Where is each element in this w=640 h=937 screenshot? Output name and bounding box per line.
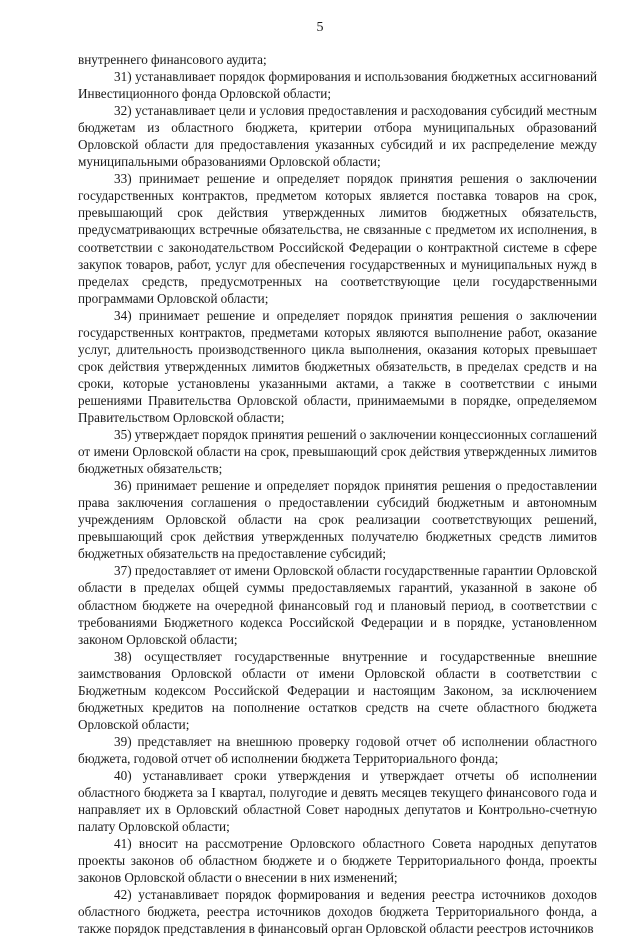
paragraph-item-32: 32) устанавливает цели и условия предоставления и расходования субсидий местным бюджетам из областного бюджета, критерии отбора муниципальных образований Орловской области для предоставления указанных субсидий и их распределение между муниципальными образованиями Орловской области; xyxy=(78,103,597,170)
paragraph-continuation: внутреннего финансового аудита; xyxy=(78,52,267,67)
paragraph-item-39: 39) представляет на внешнюю проверку годовой отчет об исполнении областного бюджета, годовой отчет об исполнении бюджета Территориального фонда; xyxy=(78,733,597,766)
paragraph-item-41: 41) вносит на рассмотрение Орловского областного Совета народных депутатов проекты законов об областном бюджете и о бюджете Территориального фонда, проекты законов Орловской области о внесении в них изменений; xyxy=(78,836,597,886)
paragraph-item-37: 37) предоставляет от имени Орловской области государственные гарантии Орловской области в пределах общей суммы предоставляемых гарантий, указанной в законе об областном бюджете на очередной финансовый год и плановый период, в соответствии с требованиями Бюджетного кодекса Российской Федерации и в порядке, установленном законом Орловской области; xyxy=(78,563,597,647)
paragraph-item-33: 33) принимает решение и определяет порядок принятия решения о заключении государственных контрактов, предметом которых является поставка товаров на срок, превышающий срок действия утвержденных лимитов бюджетных обязательств, предусматривающих встречные обязательства, не связанные с предметом их исполнения, в соответствии с законодательством Российской Федерации о контрактной системе в сфере закупок товаров, работ, услуг для обеспечения государственных и муниципальных нужд в пределах средств, предусмотренных на соответствующие цели государственными программами Орловской области; xyxy=(78,171,597,306)
paragraph-item-38: 38) осуществляет государственные внутренние и государственные внешние заимствования Орловской области от имени Орловской области в соответствии с Бюджетным кодексом Российской Федерации и настоящим Законом, за исключением бюджетных кредитов на пополнение остатков средств на счете областного бюджета Орловской области; xyxy=(78,648,597,732)
paragraph-item-36: 36) принимает решение и определяет порядок принятия решения о предоставлении права заключения соглашения о предоставлении субсидий бюджетным и автономным учреждениям Орловской области на срок реализации соответствующих решений, превышающий срок действия утвержденных получателю бюджетных средств лимитов бюджетных обязательств на предоставление субсидий; xyxy=(78,478,597,562)
paragraph-item-35: 35) утверждает порядок принятия решений о заключении концессионных соглашений от имени Орловской области на срок, превышающий срок действия утвержденных лимитов бюджетных обязательств; xyxy=(78,427,597,477)
paragraph-item-42: 42) устанавливает порядок формирования и ведения реестра источников доходов областного бюджета, реестра источников доходов бюджета Территориального фонда, а также порядок представления в финансовый орган Орловской области реестров источников xyxy=(78,887,597,937)
paragraph-item-31: 31) устанавливает порядок формирования и использования бюджетных ассигнований Инвестиционного фонда Орловской области; xyxy=(78,69,597,102)
document-body xyxy=(78,51,597,937)
page-number: 5 xyxy=(316,20,324,35)
paragraph-item-34: 34) принимает решение и определяет порядок принятия решения о заключении государственных контрактов, предметами которых являются выполнение работ, оказание услуг, длительность производственного цикла выполнения, оказания которых превышает срок действия утвержденных лимитов бюджетных обязательств, в пределах средств и на сроки, которые установлены указанными актами, а также в соответствии с иными решениями Правительства Орловской области, принимаемыми в порядке, определяемом Правительством Орловской области; xyxy=(78,307,597,425)
paragraph-item-40: 40) устанавливает сроки утверждения и утверждает отчеты об исполнении областного бюджета за I квартал, полугодие и девять месяцев текущего финансового года и направляет их в Орловский областной Совет народных депутатов и Контрольно-счетную палату Орловской области; xyxy=(78,767,597,835)
